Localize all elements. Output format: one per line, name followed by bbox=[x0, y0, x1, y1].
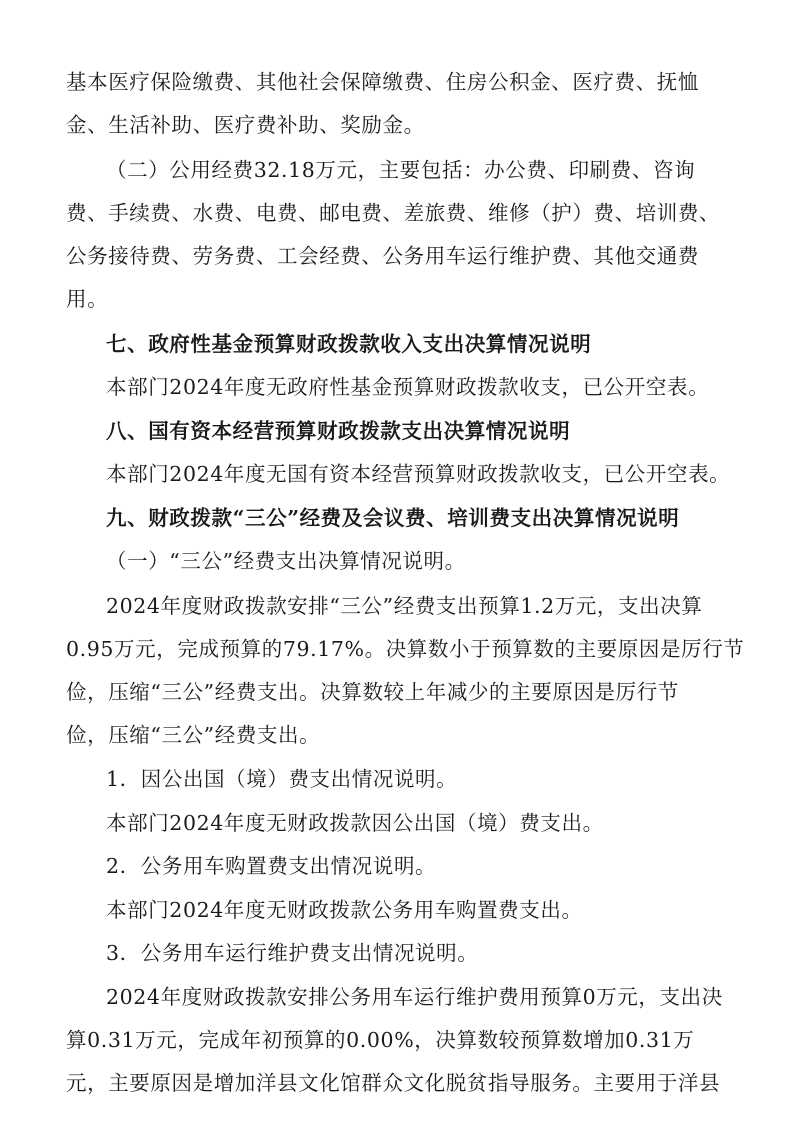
section-heading-9: 九、财政拨款“三公”经费及会议费、培训费支出决算情况说明 bbox=[106, 506, 680, 530]
body-text-line: 金、生活补助、医疗费补助、奖励金。 bbox=[66, 113, 425, 137]
body-text-line: 本部门2024年度无财政拨款公务用车购置费支出。 bbox=[106, 898, 583, 922]
body-text-line: 算0.31万元，完成年初预算的0.00%，决算数较预算数增加0.31万 bbox=[66, 1028, 695, 1052]
section-heading-7: 七、政府性基金预算财政拨款收入支出决算情况说明 bbox=[106, 332, 592, 356]
numbered-item: 2．公务用车购置费支出情况说明。 bbox=[106, 854, 437, 878]
body-text-line: 基本医疗保险缴费、其他社会保障缴费、住房公积金、医疗费、抚恤 bbox=[66, 70, 699, 94]
body-text-line: 用。 bbox=[66, 287, 109, 311]
body-text-line: 费、手续费、水费、电费、邮电费、差旅费、维修（护）费、培训费、 bbox=[66, 201, 721, 225]
body-text-line: 2024年度财政拨款安排“三公”经费支出预算1.2万元，支出决算 bbox=[106, 594, 703, 618]
section-heading-8: 八、国有资本经营预算财政拨款支出决算情况说明 bbox=[106, 419, 571, 443]
numbered-item: 3．公务用车运行维护费支出情况说明。 bbox=[106, 941, 479, 965]
body-text-line: 元，主要原因是增加洋县文化馆群众文化脱贫指导服务。主要用于洋县 bbox=[66, 1071, 721, 1095]
body-text-line: 公务接待费、劳务费、工会经费、公务用车运行维护费、其他交通费 bbox=[66, 244, 699, 268]
body-text-line: 0.95万元，完成预算的79.17%。决算数小于预算数的主要原因是厉行节 bbox=[66, 637, 745, 661]
body-text-line: 俭，压缩“三公”经费支出。决算数较上年减少的主要原因是厉行节 bbox=[66, 680, 679, 704]
body-text-line: （二）公用经费32.18万元，主要包括：办公费、印刷费、咨询 bbox=[106, 158, 696, 182]
body-text-line: 本部门2024年度无财政拨款因公出国（境）费支出。 bbox=[106, 811, 604, 835]
body-text-line: 2024年度财政拨款安排公务用车运行维护费用预算0万元，支出决 bbox=[106, 985, 723, 1009]
body-text-line: 俭，压缩“三公”经费支出。 bbox=[66, 723, 321, 747]
body-text-line: 本部门2024年度无国有资本经营预算财政拨款收支，已公开空表。 bbox=[106, 462, 731, 486]
numbered-item: 1．因公出国（境）费支出情况说明。 bbox=[106, 767, 458, 791]
body-text-line: 本部门2024年度无政府性基金预算财政拨款收支，已公开空表。 bbox=[106, 375, 710, 399]
subsection-heading: （一）“三公”经费支出决算情况说明。 bbox=[106, 549, 466, 573]
